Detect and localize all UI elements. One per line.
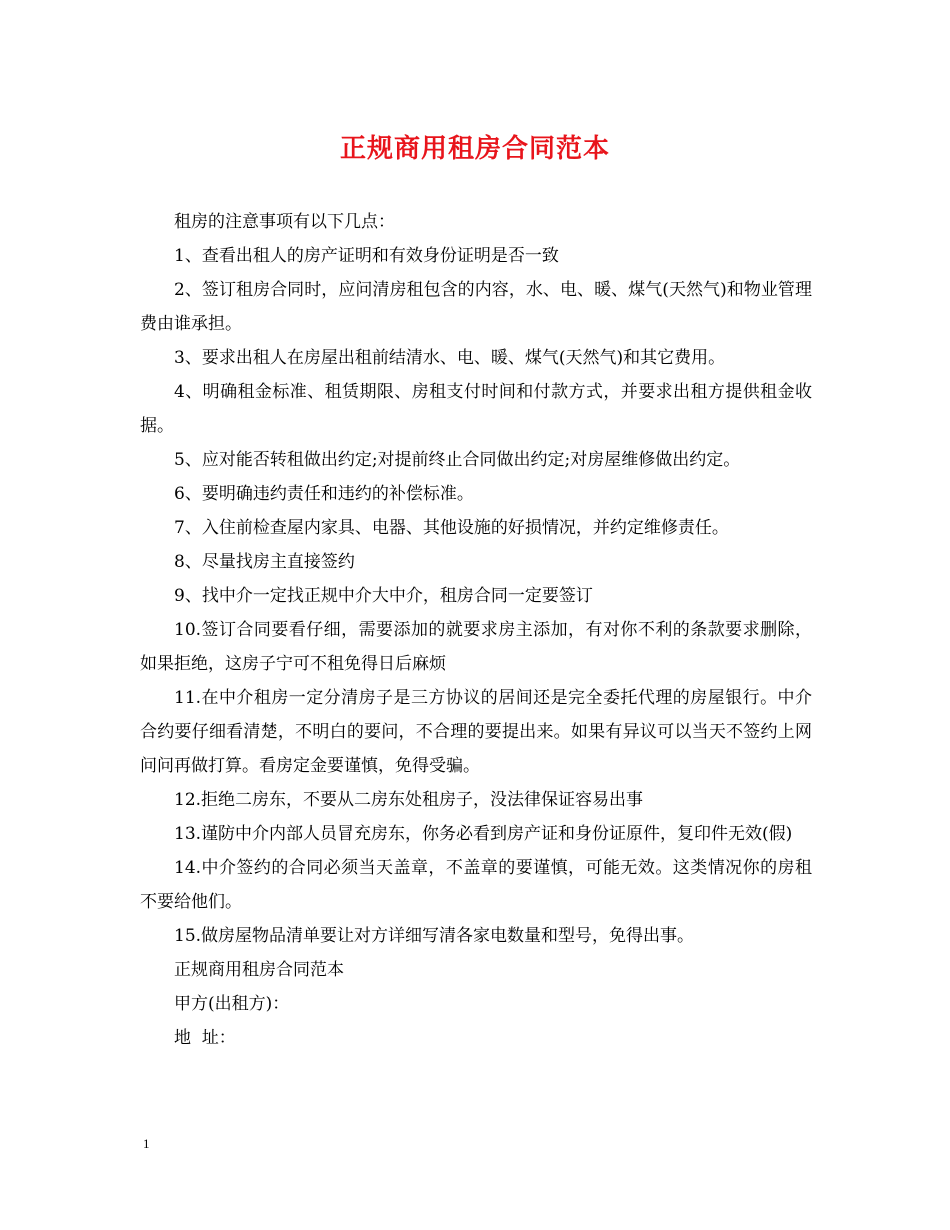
paragraph-item-2: 2、签订租房合同时，应问清房租包含的内容，水、电、暖、煤气(天然气)和物业管理费由谁承担。 (140, 280, 812, 334)
paragraph-item-1: 1、查看出租人的房产证明和有效身份证明是否一致 (174, 246, 559, 266)
paragraph-item-8: 8、尽量找房主直接签约 (174, 552, 355, 572)
paragraph-item-11: 11.在中介租房一定分清房子是三方协议的居间还是完全委托代理的房屋银行。中介合约要仔细看清楚，不明白的要问，不合理的要提出来。如果有异议可以当天不签约上网问问再做打算。看房定金要谨慎，免得受骗。 (140, 688, 812, 776)
paragraph-item-5: 5、应对能否转租做出约定;对提前终止合同做出约定;对房屋维修做出约定。 (174, 450, 741, 470)
paragraph-item-10: 10.签订合同要看仔细，需要添加的就要求房主添加，有对你不利的条款要求删除，如果拒绝，这房子宁可不租免得日后麻烦 (140, 620, 812, 674)
paragraph-item-15: 15.做房屋物品清单要让对方详细写清各家电数量和型号，免得出事。 (174, 926, 695, 946)
document-title: 正规商用租房合同范本 (339, 134, 610, 164)
party-a-label: 甲方(出租方)： (174, 994, 290, 1014)
paragraph-item-9: 9、找中介一定找正规中介大中介，租房合同一定要签订 (174, 586, 593, 606)
contract-heading: 正规商用租房合同范本 (174, 960, 344, 980)
paragraph-intro: 租房的注意事项有以下几点： (174, 212, 395, 232)
paragraph-item-6: 6、要明确违约责任和违约的补偿标准。 (174, 484, 474, 504)
paragraph-item-13: 13.谨防中介内部人员冒充房东，你务必看到房产证和身份证原件，复印件无效(假) (174, 824, 793, 844)
address-label: 地 址： (174, 1028, 236, 1048)
paragraph-item-14: 14.中介签约的合同必须当天盖章，不盖章的要谨慎，可能无效。这类情况你的房租不要给他们。 (140, 858, 812, 912)
page-number: 1 (143, 1136, 150, 1151)
paragraph-item-7: 7、入住前检查屋内家具、电器、其他设施的好损情况，并约定维修责任。 (174, 518, 729, 538)
document-body (140, 205, 812, 1055)
paragraph-item-4: 4、明确租金标准、租赁期限、房租支付时间和付款方式，并要求出租方提供租金收据。 (140, 382, 812, 436)
paragraph-item-12: 12.拒绝二房东，不要从二房东处租房子，没法律保证容易出事 (174, 790, 644, 810)
paragraph-item-3: 3、要求出租人在房屋出租前结清水、电、暖、煤气(天然气)和其它费用。 (174, 348, 726, 368)
